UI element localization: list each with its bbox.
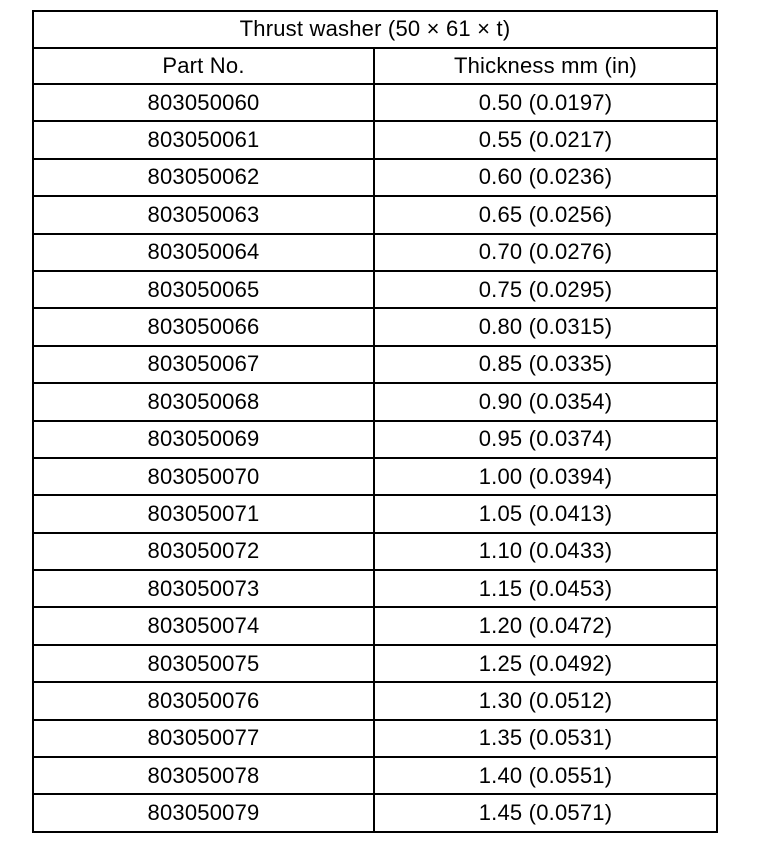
part-number-cell: 803050078: [33, 757, 374, 794]
thickness-cell: 0.70 (0.0276): [374, 234, 717, 271]
table-body: [33, 84, 717, 832]
thickness-cell: 0.60 (0.0236): [374, 159, 717, 196]
table-title-row: [33, 11, 717, 48]
part-number-cell: 803050072: [33, 533, 374, 570]
table-row: [33, 533, 717, 570]
thrust-washer-table: [32, 10, 718, 833]
table-row: [33, 495, 717, 532]
part-number-cell: 803050073: [33, 570, 374, 607]
table-row: [33, 421, 717, 458]
thickness-cell: 1.30 (0.0512): [374, 682, 717, 719]
part-number-cell: 803050066: [33, 308, 374, 345]
table-row: [33, 346, 717, 383]
thickness-cell: 0.65 (0.0256): [374, 196, 717, 233]
part-number-cell: 803050071: [33, 495, 374, 532]
thickness-cell: 1.15 (0.0453): [374, 570, 717, 607]
part-number-cell: 803050076: [33, 682, 374, 719]
table-row: [33, 84, 717, 121]
part-number-cell: 803050063: [33, 196, 374, 233]
table-row: [33, 271, 717, 308]
thickness-cell: 1.10 (0.0433): [374, 533, 717, 570]
part-number-cell: 803050077: [33, 720, 374, 757]
thickness-cell: 1.20 (0.0472): [374, 607, 717, 644]
table-title: Thrust washer (50 × 61 × t): [33, 11, 717, 48]
table-row: [33, 794, 717, 831]
part-number-cell: 803050074: [33, 607, 374, 644]
part-number-cell: 803050065: [33, 271, 374, 308]
thickness-cell: 1.00 (0.0394): [374, 458, 717, 495]
table-row: [33, 720, 717, 757]
part-number-cell: 803050061: [33, 121, 374, 158]
part-number-cell: 803050069: [33, 421, 374, 458]
part-number-cell: 803050060: [33, 84, 374, 121]
table-header-row: [33, 48, 717, 85]
part-number-cell: 803050075: [33, 645, 374, 682]
table-row: [33, 570, 717, 607]
table-row: [33, 234, 717, 271]
part-number-cell: 803050068: [33, 383, 374, 420]
table-row: [33, 458, 717, 495]
thickness-cell: 1.45 (0.0571): [374, 794, 717, 831]
table-row: [33, 308, 717, 345]
thickness-cell: 1.35 (0.0531): [374, 720, 717, 757]
table-row: [33, 645, 717, 682]
table-row: [33, 682, 717, 719]
table-row: [33, 383, 717, 420]
thickness-cell: 0.50 (0.0197): [374, 84, 717, 121]
thickness-cell: 0.85 (0.0335): [374, 346, 717, 383]
thickness-cell: 1.40 (0.0551): [374, 757, 717, 794]
thickness-cell: 0.75 (0.0295): [374, 271, 717, 308]
table-row: [33, 196, 717, 233]
thickness-cell: 0.55 (0.0217): [374, 121, 717, 158]
part-number-cell: 803050062: [33, 159, 374, 196]
thickness-cell: 0.95 (0.0374): [374, 421, 717, 458]
thickness-cell: 1.05 (0.0413): [374, 495, 717, 532]
table-row: [33, 757, 717, 794]
table-row: [33, 159, 717, 196]
table-row: [33, 607, 717, 644]
thickness-cell: 1.25 (0.0492): [374, 645, 717, 682]
part-number-cell: 803050064: [33, 234, 374, 271]
thickness-cell: 0.80 (0.0315): [374, 308, 717, 345]
part-number-cell: 803050079: [33, 794, 374, 831]
column-header-thickness: Thickness mm (in): [374, 48, 717, 85]
part-number-cell: 803050070: [33, 458, 374, 495]
thickness-cell: 0.90 (0.0354): [374, 383, 717, 420]
table-row: [33, 121, 717, 158]
thrust-washer-table-container: [32, 10, 716, 833]
part-number-cell: 803050067: [33, 346, 374, 383]
column-header-part-no: Part No.: [33, 48, 374, 85]
